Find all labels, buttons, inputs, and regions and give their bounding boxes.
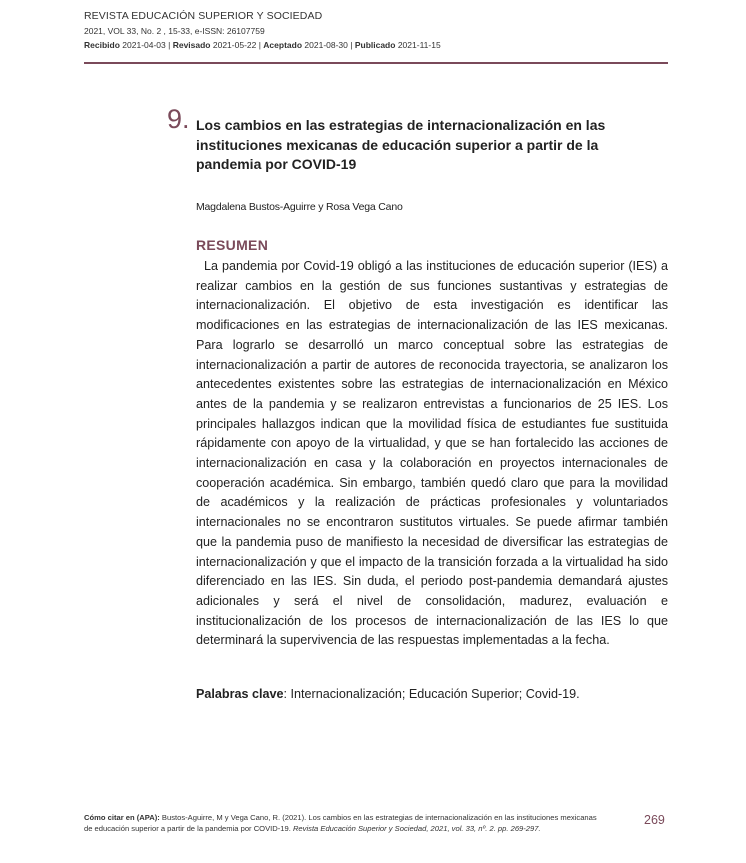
citation-note (84, 812, 604, 834)
journal-name: REVISTA EDUCACIÓN SUPERIOR Y SOCIEDAD (84, 10, 323, 22)
chapter-number: 9. (167, 104, 190, 134)
revised-label: Revisado (172, 40, 211, 50)
revised-value: 2021-05-22 (212, 40, 257, 50)
accepted-label: Aceptado (263, 40, 303, 50)
published-label: Publicado (354, 40, 396, 50)
received-label: Recibido (84, 40, 120, 50)
journal-volume: 2021, VOL 33, No. 2 , 15-33, e-ISSN: 26107759 (84, 26, 265, 36)
journal-header (84, 10, 668, 50)
citation-label: Cómo citar en (APA): (84, 813, 160, 822)
keywords (196, 687, 580, 701)
accepted-value: 2021-08-30 (304, 40, 348, 50)
keywords-value: : Internacionalización; Educación Superior; Covid-19. (283, 687, 580, 701)
received-value: 2021-04-03 (122, 40, 166, 50)
abstract-heading: RESUMEN (196, 237, 269, 253)
citation-journal: Revista Educación Superior y Sociedad, 2021, vol. 33, nº. 2. pp. 269-297. (292, 824, 541, 834)
published-value: 2021-11-15 (397, 40, 441, 50)
article-authors: Magdalena Bustos-Aguirre y Rosa Vega Cano (196, 201, 403, 213)
keywords-label: Palabras clave (196, 687, 284, 701)
publication-dates: Recibido 2021-04-03 | Revisado 2021-05-22 | Aceptado 2021-08-30 | Publicado 2021-11-15 (84, 40, 441, 50)
header-divider (84, 62, 668, 64)
abstract-text: La pandemia por Covid-19 obligó a las instituciones de educación superior (IES) a realizar cambios en la gestión de sus funciones sustantivas y estrategias de internacionalización. El objetivo de esta investigación es identificar las modificaciones en las estrategias de internacionalización de las IES mexicanas. Para lograrlo se desarrolló un marco conceptual sobre las estrategias de internacionalización a partir de autores de reconocida trayectoria, se analizaron los antecedentes existentes sobre las estrategias de internacionalización en México antes de la pandemia y se realizaron entrevistas a funcionarios de 25 IES. Los principales hallazgos indican que la movilidad física de estudiantes fue sustituida rápidamente con apoyo de la virtualidad, y que se han fortalecido las acciones de internacionalización en casa y la colaboración en proyectos internacionales de cooperación académica. Sin embargo, también quedó claro que para la movilidad de académicos y la realización de prácticas profesionales y voluntariados internacionales no se encontraron sustitutos virtuales. Se puede afirmar también que la pandemia puso de manifiesto la necesidad de diversificar las estrategias de internacionalización y que el impacto de la transición forzada a la virtualidad ha sido diferenciado en las IES. Sin duda, el periodo post-pandemia demandará ajustes adicionales y será el nivel de consolidación, madurez, evaluación e institucionalización de los procesos de internacionalización de las IES lo que determinará la supervivencia de las respuestas implementadas a la fecha. (196, 259, 668, 648)
page-number: 269 (644, 813, 665, 827)
article-title: Los cambios en las estrategias de internacionalización en las instituciones mexicanas de educación superior a partir de la pandemia por COVID-19 (196, 117, 606, 172)
citation-text: Bustos-Aguirre, M y Vega Cano, R. (2021). Los cambios en las estrategias de internacionalización en las instituciones mexicanas de educación superior a partir de la pandemia por COVID-19. (84, 813, 597, 834)
